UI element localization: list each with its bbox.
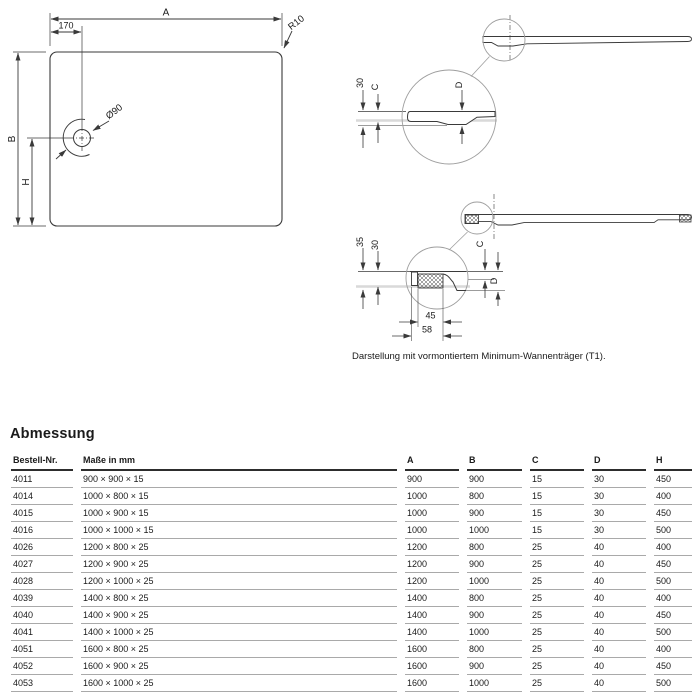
cell-h: 500 [654, 624, 692, 641]
dimension-table [3, 452, 700, 692]
dim-label-58: 58 [421, 324, 433, 335]
cell-bestell-nr: 4027 [11, 556, 73, 573]
cell-c: 25 [530, 573, 584, 590]
cell-h: 400 [654, 590, 692, 607]
table-row [11, 573, 692, 590]
column-header-a: A [405, 452, 459, 471]
cell-masse: 1400 × 1000 × 25 [81, 624, 397, 641]
profile-outline [483, 37, 692, 47]
table-row [11, 641, 692, 658]
cell-bestell-nr: 4053 [11, 675, 73, 692]
drain-diameter-label: Ø90 [103, 102, 125, 122]
table-row [11, 556, 692, 573]
cell-masse: 1200 × 900 × 25 [81, 556, 397, 573]
cell-bestell-nr: 4051 [11, 641, 73, 658]
cell-c: 25 [530, 607, 584, 624]
cell-d: 40 [592, 590, 646, 607]
cell-h: 400 [654, 641, 692, 658]
cell-d: 30 [592, 522, 646, 539]
plan-view [7, 8, 307, 227]
cell-masse: 1000 × 1000 × 15 [81, 522, 397, 539]
cell-a: 1600 [405, 658, 459, 675]
cell-bestell-nr: 4015 [11, 505, 73, 522]
profile-view-traeger [449, 194, 692, 250]
dim-label-c: C [370, 83, 380, 91]
cell-bestell-nr: 4011 [11, 471, 73, 488]
support-block-left [466, 215, 479, 223]
cell-b: 900 [467, 505, 522, 522]
cell-b: 900 [467, 607, 522, 624]
cell-c: 25 [530, 590, 584, 607]
cell-a: 1400 [405, 607, 459, 624]
detail-leader [471, 57, 490, 77]
cell-h: 450 [654, 471, 692, 488]
dim-label-30: 30 [355, 77, 365, 89]
cell-b: 800 [467, 590, 522, 607]
radius-leader [284, 31, 292, 48]
cell-a: 1600 [405, 641, 459, 658]
table-header [11, 452, 692, 471]
dim-label-35: 35 [355, 236, 365, 248]
radius-label: R10 [286, 13, 307, 33]
cell-b: 900 [467, 658, 522, 675]
cell-masse: 900 × 900 × 15 [81, 471, 397, 488]
cell-d: 40 [592, 539, 646, 556]
cell-a: 1000 [405, 505, 459, 522]
cell-bestell-nr: 4039 [11, 590, 73, 607]
cell-b: 1000 [467, 675, 522, 692]
cell-masse: 1600 × 1000 × 25 [81, 675, 397, 692]
dim-label-d: D [454, 81, 464, 89]
cell-a: 1200 [405, 539, 459, 556]
cell-masse: 1200 × 1000 × 25 [81, 573, 397, 590]
cell-b: 1000 [467, 624, 522, 641]
cell-d: 30 [592, 488, 646, 505]
dim-label-c: C [475, 240, 485, 248]
cell-b: 800 [467, 488, 522, 505]
dim-label-a: A [162, 7, 170, 19]
cell-masse: 1400 × 800 × 25 [81, 590, 397, 607]
cell-d: 40 [592, 556, 646, 573]
cell-h: 500 [654, 675, 692, 692]
cell-c: 15 [530, 522, 584, 539]
cell-c: 25 [530, 641, 584, 658]
cell-b: 800 [467, 641, 522, 658]
support-block [418, 274, 443, 288]
cell-a: 1200 [405, 556, 459, 573]
cell-bestell-nr: 4014 [11, 488, 73, 505]
column-header-c: C [530, 452, 584, 471]
cell-d: 40 [592, 658, 646, 675]
cell-h: 400 [654, 539, 692, 556]
cell-h: 400 [654, 488, 692, 505]
table-row [11, 522, 692, 539]
cell-d: 40 [592, 624, 646, 641]
cell-masse: 1600 × 800 × 25 [81, 641, 397, 658]
dim-label-170: 170 [58, 20, 74, 31]
profile-outline [465, 215, 692, 226]
cell-masse: 1200 × 800 × 25 [81, 539, 397, 556]
cell-a: 1000 [405, 522, 459, 539]
cell-b: 1000 [467, 573, 522, 590]
header-row [11, 452, 692, 471]
detail-view-traeger [355, 237, 505, 341]
cell-c: 25 [530, 658, 584, 675]
drawing-caption: Darstellung mit vormontiertem Minimum-Wannenträger (T1). [352, 351, 606, 362]
cell-a: 1400 [405, 624, 459, 641]
dimension-table-body [11, 471, 692, 692]
support-block-right [680, 215, 692, 222]
cell-h: 500 [654, 573, 692, 590]
cell-h: 450 [654, 556, 692, 573]
column-header-masse: Maße in mm [81, 452, 397, 471]
cell-a: 1600 [405, 675, 459, 692]
cell-c: 15 [530, 505, 584, 522]
cell-bestell-nr: 4016 [11, 522, 73, 539]
cell-d: 30 [592, 471, 646, 488]
dim-label-b: B [7, 135, 18, 143]
cell-c: 15 [530, 488, 584, 505]
cell-b: 1000 [467, 522, 522, 539]
tray-outline [50, 52, 282, 226]
cell-masse: 1000 × 800 × 15 [81, 488, 397, 505]
dim-label-h: H [21, 178, 32, 186]
column-header-h: H [654, 452, 692, 471]
column-header-d: D [592, 452, 646, 471]
table-row [11, 607, 692, 624]
cell-d: 40 [592, 573, 646, 590]
tray-edge [412, 272, 418, 286]
table-row [11, 624, 692, 641]
detail-profile-slope [443, 274, 466, 291]
cell-bestell-nr: 4052 [11, 658, 73, 675]
cell-c: 25 [530, 624, 584, 641]
cell-d: 40 [592, 607, 646, 624]
cell-d: 30 [592, 505, 646, 522]
detail-view-plain [355, 70, 497, 164]
table-row [11, 505, 692, 522]
cell-masse: 1000 × 900 × 15 [81, 505, 397, 522]
cell-a: 900 [405, 471, 459, 488]
cell-h: 450 [654, 505, 692, 522]
cell-c: 25 [530, 675, 584, 692]
detail-leader [449, 232, 468, 250]
table-row [11, 590, 692, 607]
cell-bestell-nr: 4026 [11, 539, 73, 556]
column-header-bestell-nr: Bestell-Nr. [11, 452, 73, 471]
cell-a: 1200 [405, 573, 459, 590]
table-row [11, 658, 692, 675]
table-row [11, 471, 692, 488]
detail-profile [408, 112, 496, 125]
table-row [11, 539, 692, 556]
cell-b: 800 [467, 539, 522, 556]
cell-c: 15 [530, 471, 584, 488]
dimension-table-container [3, 452, 700, 692]
table-row [11, 675, 692, 692]
cell-d: 40 [592, 675, 646, 692]
table-row [11, 488, 692, 505]
cell-bestell-nr: 4041 [11, 624, 73, 641]
cell-d: 40 [592, 641, 646, 658]
cell-c: 25 [530, 556, 584, 573]
dim-label-30: 30 [370, 239, 380, 251]
cell-a: 1400 [405, 590, 459, 607]
cell-b: 900 [467, 471, 522, 488]
cell-bestell-nr: 4028 [11, 573, 73, 590]
cell-masse: 1600 × 900 × 25 [81, 658, 397, 675]
cell-h: 450 [654, 607, 692, 624]
cell-c: 25 [530, 539, 584, 556]
cell-b: 900 [467, 556, 522, 573]
cell-h: 500 [654, 522, 692, 539]
cell-h: 450 [654, 658, 692, 675]
cell-a: 1000 [405, 488, 459, 505]
section-title: Abmessung [10, 426, 95, 442]
cell-bestell-nr: 4040 [11, 607, 73, 624]
dim-label-d: D [489, 277, 499, 285]
dim-label-45: 45 [425, 310, 436, 321]
cell-masse: 1400 × 900 × 25 [81, 607, 397, 624]
column-header-b: B [467, 452, 522, 471]
profile-view-plain [471, 15, 692, 77]
